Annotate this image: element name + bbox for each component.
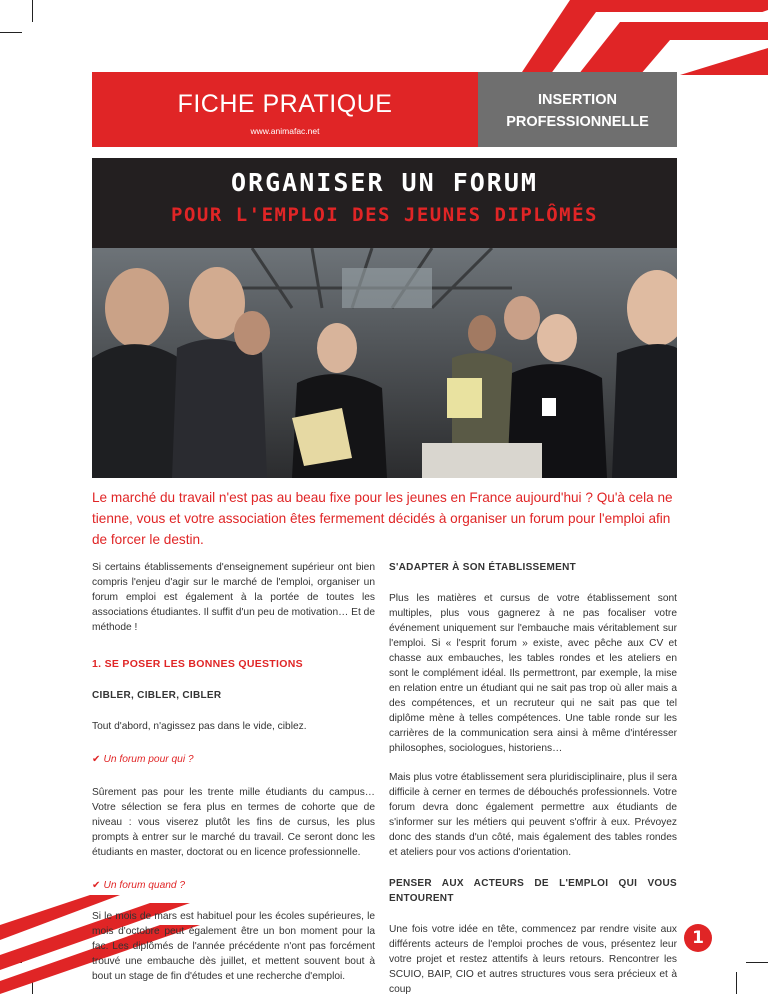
subsection-heading: PENSER AUX ACTEURS DE L'EMPLOI QUI VOUS ENTOURENT [389,878,677,904]
paragraph: Une fois votre idée en tête, commencez par rendre visite aux différents acteurs de l'emploi proches de vous, présentez leur votre projet et restez attentifs à leurs retours. Rencontrer les SCUIO, BAIP, CIO et autres structures vous sera précieux et à coup [389,924,677,995]
crop-mark [0,32,22,33]
decorative-stripes [520,0,768,75]
crop-mark [32,0,33,22]
left-column [92,560,375,984]
question-item [92,752,375,767]
paragraph: Sûrement pas pour les trente mille étudiants du campus… Votre sélection se fera plus en termes de cohorte que de niveau : vous viserez plutôt les fins de cursus, les plus prompts à entrer sur le marché du travail. Ce seront donc les étudiants en master, doctorat ou en licence professionnelle. [92,787,375,858]
intro-text: Le marché du travail n'est pas au beau fixe pour les jeunes en France aujourd'hui ? Qu'à cela ne tienne, vous et votre association êtes fermement décidés à organiser un forum pour l'emploi afin de forcer le destin. [92,490,673,547]
page-title: ORGANISER UN FORUM [231,168,538,197]
subsection-heading: CIBLER, CIBLER, CIBLER [92,690,222,701]
category-line1: INSERTION [538,92,617,108]
page-subtitle: POUR L'EMPLOI DES JEUNES DIPLÔMÉS [171,204,598,226]
right-column [389,560,677,997]
question-label: Un forum pour qui ? [103,754,194,765]
paragraph: Mais plus votre établissement sera pluridisciplinaire, plus il sera difficile à cerner en termes de débouchés professionnels. Votre forum devra donc également permettre aux étudiants de s'informer sur les métiers qui peuvent s'offrir à eux. Prévoyez donc des stands d'un côté, mais également des tables rondes et ateliers pour vos actions d'orientation. [389,772,677,858]
paragraph: Plus les matières et cursus de votre établissement sont multiples, plus vous gagnerez à ne pas focaliser votre événement uniquement sur l'embauche mais véritablement sur l'emploi. Si « l'esprit forum » existe, avec pêche aux CV et chasse aux embauches, les tables rondes et les ateliers en sont le complément idéal. Ils permettront, par exemple, la mise en relation entre un étudiant qui ne sait pas trop où aller mais a des compétences, et un recruteur qui ne sait pas que tel diplôme mène à telles compétences. Une table ronde sur les carrières de la communication sera ainsi à même d'intéresser philosophes, sociologues, historiens… [389,593,677,754]
fiche-pratique-label: FICHE PRATIQUE [177,90,393,118]
crop-mark [736,972,737,994]
forum-photo [92,248,677,478]
section-heading: 1. SE POSER LES BONNES QUESTIONS [92,658,303,670]
question-item [92,878,375,893]
paragraph: Si le mois de mars est habituel pour les écoles supérieures, le mois d'octobre peut également être un bon moment pour la fac. Les diplômés de l'année précédente n'ont pas forcément trouvé une embauche dès juillet, et mettent souvent bout à bout un stage de fin d'études et une recherche d'emploi. [92,911,375,982]
question-label: Un forum quand ? [103,880,186,891]
check-icon: ✔ [92,880,101,891]
check-icon: ✔ [92,754,101,765]
subsection-heading: S'ADAPTER À SON ÉTABLISSEMENT [389,562,577,573]
category-label [478,89,677,133]
paragraph: Tout d'abord, n'agissez pas dans le vide, ciblez. [92,721,307,732]
paragraph: Si certains établissements d'enseignement supérieur ont bien compris l'enjeu d'agir sur le marché de l'emploi, organiser un forum emploi est également à la portée de toutes les associations étudiantes. Il suffit d'un peu de motivation… Et de méthode ! [92,562,375,633]
crop-mark [746,962,768,963]
website-url[interactable]: www.animafac.net [250,126,320,136]
category-line2: PROFESSIONNELLE [506,114,649,130]
page-number: 1 [684,924,712,952]
